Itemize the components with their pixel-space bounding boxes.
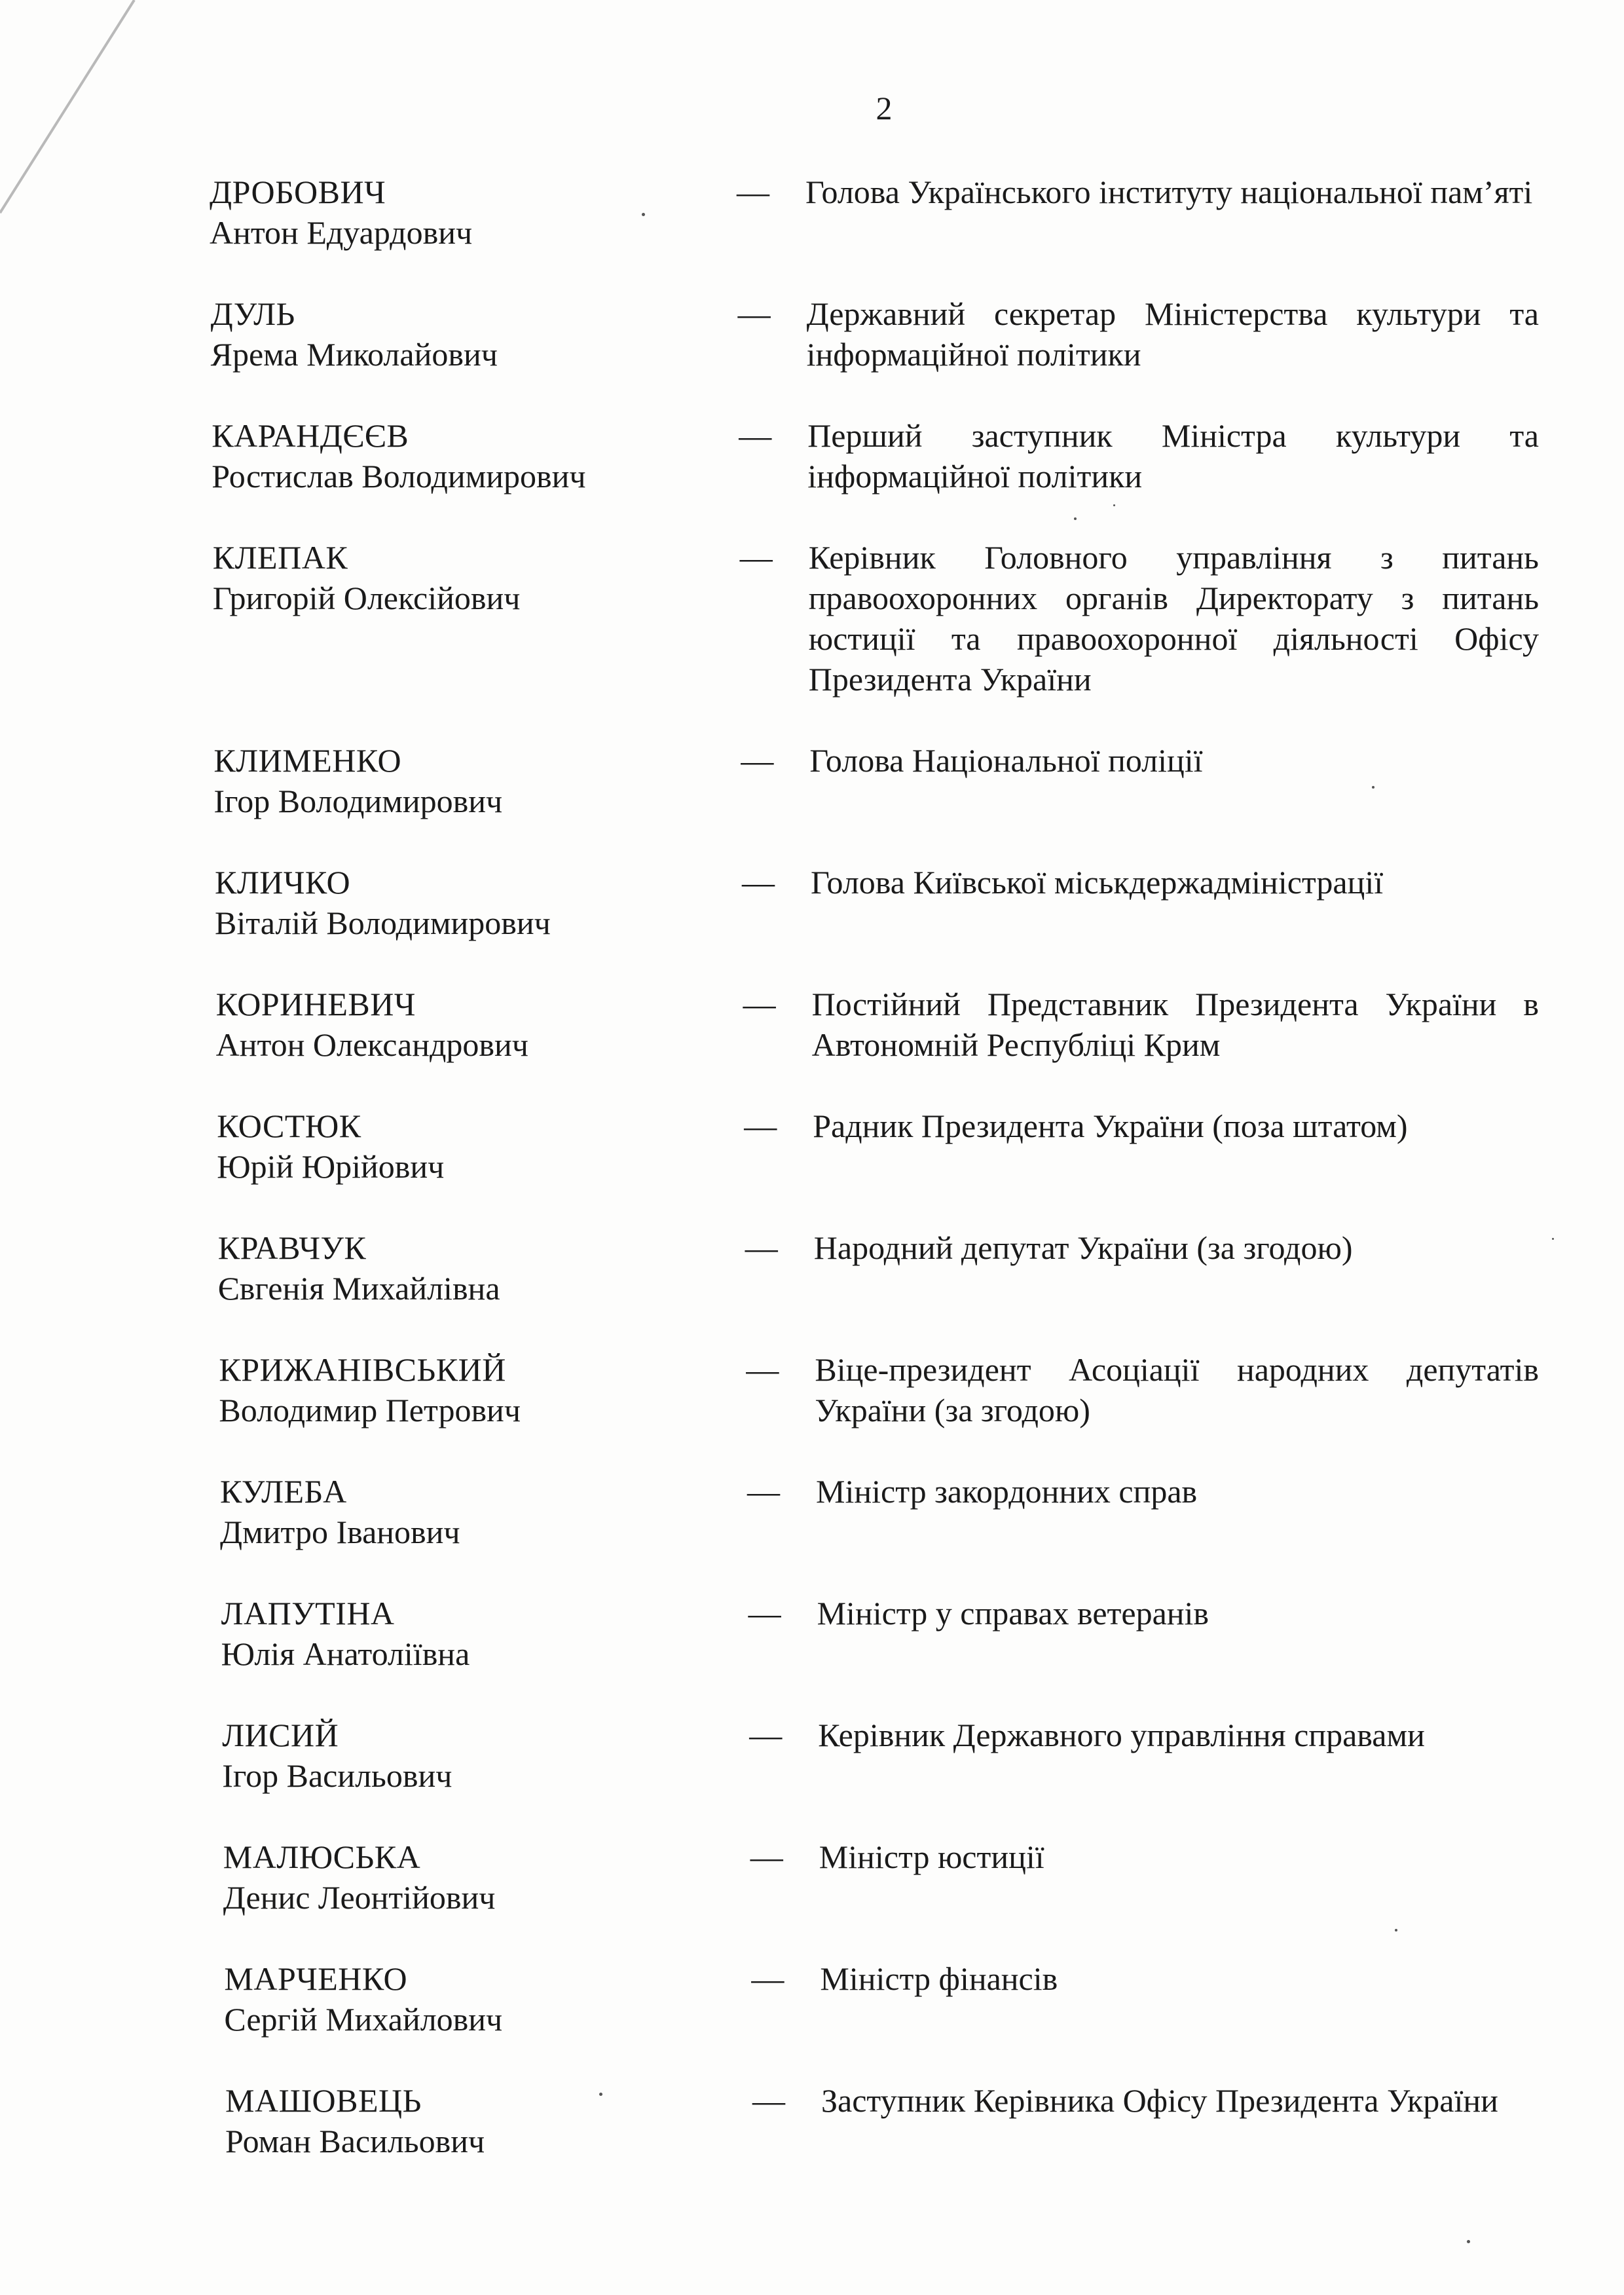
list-item bbox=[218, 1227, 1539, 1309]
member-name bbox=[218, 1227, 722, 1309]
member-given-name: Ярема Миколайович bbox=[210, 336, 498, 373]
scan-speck bbox=[642, 213, 645, 216]
dash-separator: — bbox=[748, 1595, 781, 1632]
list-item bbox=[215, 862, 1539, 943]
list-item bbox=[212, 415, 1539, 496]
dash-separator: — bbox=[747, 1473, 780, 1510]
member-position: Міністр юстиції bbox=[819, 1838, 1044, 1875]
dash-separator: — bbox=[745, 1229, 778, 1266]
member-position: Голова Київської міськдержадміністрації bbox=[811, 864, 1384, 901]
member-position: Постійний Представник Президента України в Автономній Республіці Крим bbox=[811, 986, 1539, 1063]
member-name bbox=[213, 537, 717, 618]
scan-speck bbox=[1113, 504, 1115, 506]
dash-separator: — bbox=[752, 2082, 785, 2119]
scan-speck bbox=[599, 2093, 602, 2096]
member-name bbox=[216, 984, 720, 1065]
scan-speck bbox=[1074, 517, 1077, 520]
member-given-name: Антон Едуардович bbox=[210, 214, 473, 251]
member-name bbox=[220, 1471, 724, 1552]
member-name bbox=[211, 293, 715, 375]
member-surname: КРИЖАНІВСЬКИЙ bbox=[219, 1351, 506, 1388]
member-position: Міністр закордонних справ bbox=[816, 1473, 1198, 1510]
member-surname: КЛИМЕНКО bbox=[213, 742, 402, 779]
dash-separator: — bbox=[737, 174, 769, 210]
member-surname: КЛИЧКО bbox=[215, 864, 351, 901]
scan-speck bbox=[1372, 786, 1375, 789]
member-surname: КОРИНЕВИЧ bbox=[215, 986, 416, 1022]
page-number: 2 bbox=[876, 90, 893, 126]
member-given-name: Антон Олександрович bbox=[215, 1026, 528, 1063]
member-given-name: Ігор Володимирович bbox=[213, 783, 503, 819]
member-given-name: Євгенія Михайлівна bbox=[217, 1270, 500, 1307]
dash-separator: — bbox=[746, 1351, 779, 1388]
member-surname: МАШОВЕЦЬ bbox=[225, 2082, 422, 2119]
member-position: Радник Президента України (поза штатом) bbox=[813, 1108, 1408, 1144]
list-item bbox=[224, 1958, 1539, 2040]
dash-separator: — bbox=[737, 295, 771, 332]
member-surname: КРАВЧУК bbox=[217, 1229, 367, 1266]
dash-separator: — bbox=[739, 539, 773, 576]
dash-separator: — bbox=[739, 417, 772, 454]
member-position: Заступник Керівника Офісу Президента України bbox=[821, 2082, 1498, 2119]
member-name bbox=[221, 1593, 726, 1674]
list-item bbox=[219, 1349, 1539, 1430]
member-given-name: Сергій Михайлович bbox=[224, 2001, 503, 2038]
member-name bbox=[225, 2080, 729, 2161]
member-list bbox=[210, 172, 1539, 2202]
member-given-name: Денис Леонтійович bbox=[223, 1879, 496, 1916]
dash-separator: — bbox=[742, 864, 775, 901]
member-name bbox=[210, 172, 714, 253]
member-name bbox=[224, 1958, 728, 2040]
member-name bbox=[212, 415, 716, 496]
member-surname: ЛИСИЙ bbox=[222, 1717, 339, 1753]
member-given-name: Ігор Васильович bbox=[222, 1757, 452, 1794]
list-item bbox=[220, 1471, 1539, 1552]
scan-speck bbox=[1395, 1929, 1397, 1931]
dash-separator: — bbox=[750, 1838, 783, 1875]
member-surname: КОСТЮК bbox=[217, 1108, 361, 1144]
member-given-name: Володимир Петрович bbox=[219, 1392, 521, 1428]
list-item bbox=[221, 1593, 1539, 1674]
dash-separator: — bbox=[741, 742, 774, 779]
scan-edge-line bbox=[0, 0, 157, 216]
dash-separator: — bbox=[743, 986, 776, 1022]
member-position: Перший заступник Міністра культури та інформаційної політики bbox=[807, 417, 1539, 494]
list-item bbox=[213, 537, 1539, 700]
member-surname: КЛЕПАК bbox=[212, 539, 348, 576]
member-given-name: Юрій Юрійович bbox=[217, 1148, 445, 1185]
member-name bbox=[215, 862, 719, 943]
member-given-name: Ростислав Володимирович bbox=[212, 458, 586, 494]
member-given-name: Юлія Анатоліївна bbox=[221, 1635, 470, 1672]
list-item bbox=[225, 2080, 1539, 2161]
dash-separator: — bbox=[751, 1960, 784, 1997]
member-position: Керівник Державного управління справами bbox=[818, 1717, 1425, 1753]
member-position: Голова Українського інституту національної пам’яті bbox=[805, 174, 1533, 210]
member-position: Голова Національної поліції bbox=[809, 742, 1203, 779]
list-item bbox=[216, 984, 1539, 1065]
member-name bbox=[219, 1349, 723, 1430]
member-surname: ЛАПУТІНА bbox=[221, 1595, 395, 1632]
list-item bbox=[211, 293, 1539, 375]
member-name bbox=[222, 1715, 726, 1796]
member-position: Міністр фінансів bbox=[820, 1960, 1058, 1997]
member-surname: КУЛЕБА bbox=[220, 1473, 347, 1510]
member-given-name: Дмитро Іванович bbox=[220, 1514, 460, 1550]
member-name bbox=[213, 740, 718, 821]
member-position: Народний депутат України (за згодою) bbox=[813, 1229, 1353, 1266]
member-position: Керівник Головного управління з питань правоохоронних органів Директорату з питань юстиції та правоохоронної діяльності Офісу Президента України bbox=[808, 539, 1539, 698]
member-name bbox=[223, 1837, 728, 1918]
member-surname: ДУЛЬ bbox=[210, 295, 295, 332]
member-position: Державний секретар Міністерства культури та інформаційної політики bbox=[806, 295, 1539, 373]
member-surname: МАРЧЕНКО bbox=[224, 1960, 408, 1997]
member-given-name: Роман Васильович bbox=[225, 2123, 485, 2159]
member-given-name: Віталій Володимирович bbox=[215, 905, 551, 941]
scan-speck bbox=[1552, 1238, 1554, 1240]
list-item bbox=[222, 1715, 1539, 1796]
member-given-name: Григорій Олексійович bbox=[212, 580, 521, 616]
list-item bbox=[217, 1106, 1539, 1187]
member-surname: МАЛЮСЬКА bbox=[223, 1838, 421, 1875]
member-name bbox=[217, 1106, 721, 1187]
list-item bbox=[213, 740, 1539, 821]
scan-speck bbox=[1467, 2240, 1470, 2243]
member-surname: КАРАНДЄЄВ bbox=[212, 417, 409, 454]
member-surname: ДРОБОВИЧ bbox=[210, 174, 386, 210]
list-item bbox=[223, 1837, 1539, 1918]
dash-separator: — bbox=[744, 1108, 777, 1144]
member-position: Міністр у справах ветеранів bbox=[817, 1595, 1209, 1632]
dash-separator: — bbox=[749, 1717, 783, 1753]
member-position: Віце-президент Асоціації народних депутатів України (за згодою) bbox=[815, 1351, 1539, 1428]
list-item bbox=[210, 172, 1539, 253]
